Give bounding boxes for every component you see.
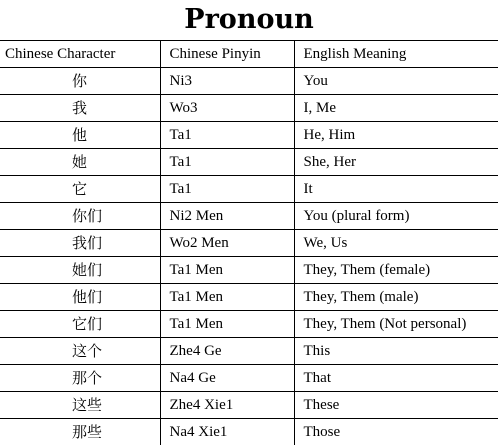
cell-pinyin: Wo2 Men bbox=[160, 230, 294, 257]
header-chinese-character: Chinese Character bbox=[0, 41, 160, 68]
table-row bbox=[0, 122, 498, 149]
table-header-row bbox=[0, 41, 498, 68]
cell-character: 他 bbox=[0, 122, 160, 149]
pronoun-table bbox=[0, 40, 498, 445]
cell-pinyin: Zhe4 Xie1 bbox=[160, 392, 294, 419]
cell-pinyin: Ta1 bbox=[160, 176, 294, 203]
table-row bbox=[0, 365, 498, 392]
cell-meaning: You bbox=[294, 68, 498, 95]
table-row bbox=[0, 311, 498, 338]
cell-character: 它 bbox=[0, 176, 160, 203]
table-row bbox=[0, 338, 498, 365]
table-row bbox=[0, 149, 498, 176]
table-row bbox=[0, 392, 498, 419]
cell-meaning: They, Them (female) bbox=[294, 257, 498, 284]
table-row bbox=[0, 257, 498, 284]
cell-meaning: Those bbox=[294, 419, 498, 445]
cell-meaning: They, Them (male) bbox=[294, 284, 498, 311]
table-row bbox=[0, 68, 498, 95]
cell-meaning: We, Us bbox=[294, 230, 498, 257]
cell-pinyin: Ta1 Men bbox=[160, 257, 294, 284]
cell-meaning: It bbox=[294, 176, 498, 203]
cell-character: 我 bbox=[0, 95, 160, 122]
page-title: Pronoun bbox=[0, 2, 498, 38]
table-row bbox=[0, 203, 498, 230]
cell-meaning: They, Them (Not personal) bbox=[294, 311, 498, 338]
cell-character: 你 bbox=[0, 68, 160, 95]
cell-pinyin: Ta1 bbox=[160, 122, 294, 149]
cell-pinyin: Wo3 bbox=[160, 95, 294, 122]
cell-meaning: She, Her bbox=[294, 149, 498, 176]
table-row bbox=[0, 176, 498, 203]
table-row bbox=[0, 230, 498, 257]
cell-character: 他们 bbox=[0, 284, 160, 311]
cell-character: 那些 bbox=[0, 419, 160, 445]
header-chinese-pinyin: Chinese Pinyin bbox=[160, 41, 294, 68]
cell-pinyin: Ta1 bbox=[160, 149, 294, 176]
cell-pinyin: Ta1 Men bbox=[160, 284, 294, 311]
cell-meaning: He, Him bbox=[294, 122, 498, 149]
cell-character: 你们 bbox=[0, 203, 160, 230]
cell-character: 她 bbox=[0, 149, 160, 176]
cell-character: 这些 bbox=[0, 392, 160, 419]
cell-pinyin: Ni3 bbox=[160, 68, 294, 95]
cell-character: 我们 bbox=[0, 230, 160, 257]
cell-meaning: That bbox=[294, 365, 498, 392]
cell-pinyin: Na4 Xie1 bbox=[160, 419, 294, 445]
cell-pinyin: Ni2 Men bbox=[160, 203, 294, 230]
cell-meaning: This bbox=[294, 338, 498, 365]
header-english-meaning: English Meaning bbox=[294, 41, 498, 68]
cell-meaning: I, Me bbox=[294, 95, 498, 122]
cell-pinyin: Ta1 Men bbox=[160, 311, 294, 338]
cell-character: 她们 bbox=[0, 257, 160, 284]
cell-character: 它们 bbox=[0, 311, 160, 338]
cell-pinyin: Zhe4 Ge bbox=[160, 338, 294, 365]
cell-pinyin: Na4 Ge bbox=[160, 365, 294, 392]
cell-character: 那个 bbox=[0, 365, 160, 392]
table-row bbox=[0, 284, 498, 311]
table-row bbox=[0, 419, 498, 445]
cell-meaning: You (plural form) bbox=[294, 203, 498, 230]
table-row bbox=[0, 95, 498, 122]
cell-meaning: These bbox=[294, 392, 498, 419]
cell-character: 这个 bbox=[0, 338, 160, 365]
